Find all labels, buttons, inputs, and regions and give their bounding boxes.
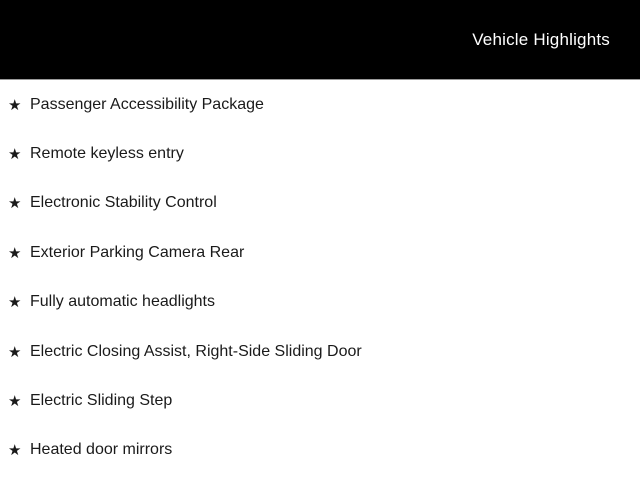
list-item-label: Heated door mirrors [30, 441, 173, 459]
list-item [8, 426, 640, 475]
list-item [8, 376, 640, 425]
star-icon: ★ [8, 244, 22, 262]
header-bar [0, 0, 640, 80]
list-item-label: Fully automatic headlights [30, 293, 215, 311]
list-item-label: Electronic Stability Control [30, 194, 217, 212]
page-title: Vehicle Highlights [472, 29, 610, 49]
star-icon: ★ [8, 96, 22, 114]
star-icon: ★ [8, 393, 22, 411]
star-icon: ★ [8, 195, 22, 213]
list-item-label: Remote keyless entry [30, 145, 184, 163]
star-icon: ★ [8, 294, 22, 312]
list-item [8, 80, 640, 129]
list-item-label: Exterior Parking Camera Rear [30, 243, 245, 261]
star-icon: ★ [8, 343, 22, 361]
star-icon: ★ [8, 146, 22, 164]
list-item-label: Electric Sliding Step [30, 392, 173, 410]
list-item-label: Electric Closing Assist, Right-Side Sliding Door [30, 342, 362, 360]
list-item [8, 179, 640, 228]
list-item [8, 327, 640, 376]
star-icon: ★ [8, 442, 22, 460]
list-item [8, 129, 640, 178]
list-item-label: Passenger Accessibility Package [30, 95, 264, 113]
list-item [8, 228, 640, 277]
vehicle-highlights-list [0, 80, 640, 475]
list-item [8, 278, 640, 327]
